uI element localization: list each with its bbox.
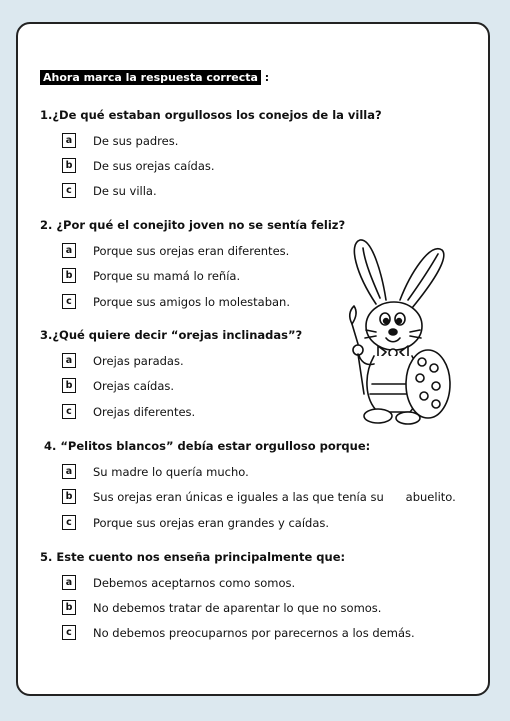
option-text: Porque sus amigos lo molestaban. — [93, 294, 290, 309]
option-text: Sus orejas eran únicas e iguales a las que tenía su abuelito. — [93, 489, 456, 504]
option-3c[interactable] — [62, 404, 195, 419]
option-letter-box[interactable]: a — [62, 575, 76, 590]
option-text: Orejas caídas. — [93, 378, 175, 393]
option-4a[interactable] — [62, 464, 249, 479]
bunny-painter-icon — [338, 234, 453, 429]
instruction-highlight: Ahora marca la respuesta correcta — [40, 70, 261, 85]
option-letter-box[interactable]: c — [62, 404, 76, 419]
option-letter-box[interactable]: b — [62, 489, 76, 504]
instruction-heading — [40, 71, 269, 84]
option-letter-box[interactable]: c — [62, 515, 76, 530]
option-letter-box[interactable]: b — [62, 600, 76, 615]
question-5: 5. Este cuento nos enseña principalmente que: — [40, 550, 346, 564]
worksheet-page — [16, 22, 490, 696]
option-text: No debemos preocuparnos por parecernos a los demás. — [93, 625, 415, 640]
option-text: Porque sus orejas eran grandes y caídas. — [93, 515, 330, 530]
option-3b[interactable] — [62, 378, 174, 393]
option-letter-box[interactable]: c — [62, 294, 76, 309]
question-1: 1.¿De qué estaban orgullosos los conejos de la villa? — [40, 108, 382, 122]
option-4c[interactable] — [62, 515, 329, 530]
option-text: De su villa. — [93, 183, 157, 198]
option-letter-box[interactable]: c — [62, 625, 76, 640]
option-text: Orejas diferentes. — [93, 404, 196, 419]
option-1c[interactable] — [62, 183, 157, 198]
option-text: Orejas paradas. — [93, 353, 184, 368]
question-3: 3.¿Qué quiere decir “orejas inclinadas”? — [40, 328, 303, 342]
option-letter-box[interactable]: a — [62, 464, 76, 479]
option-5b[interactable] — [62, 600, 381, 615]
question-2: 2. ¿Por qué el conejito joven no se sentía feliz? — [40, 218, 346, 232]
option-5c[interactable] — [62, 625, 415, 640]
option-2c[interactable] — [62, 294, 290, 309]
option-text: Debemos aceptarnos como somos. — [93, 575, 296, 590]
instruction-suffix: : — [260, 71, 270, 84]
option-4b[interactable] — [62, 489, 456, 504]
option-letter-box[interactable]: a — [62, 133, 76, 148]
question-4: 4. “Pelitos blancos” debía estar orgulloso porque: — [44, 439, 371, 453]
option-text: De sus padres. — [93, 133, 179, 148]
option-letter-box[interactable]: a — [62, 353, 76, 368]
option-letter-box[interactable]: b — [62, 378, 76, 393]
option-letter-box[interactable]: b — [62, 268, 76, 283]
option-letter-box[interactable]: c — [62, 183, 76, 198]
option-letter-box[interactable]: a — [62, 243, 76, 258]
option-text: No debemos tratar de aparentar lo que no somos. — [93, 600, 382, 615]
option-text: Porque sus orejas eran diferentes. — [93, 243, 290, 258]
option-5a[interactable] — [62, 575, 295, 590]
option-1b[interactable] — [62, 158, 215, 173]
option-text: Porque su mamá lo reñía. — [93, 268, 241, 283]
option-text: De sus orejas caídas. — [93, 158, 215, 173]
option-letter-box[interactable]: b — [62, 158, 76, 173]
option-2b[interactable] — [62, 268, 240, 283]
option-text: Su madre lo quería mucho. — [93, 464, 249, 479]
option-3a[interactable] — [62, 353, 184, 368]
option-2a[interactable] — [62, 243, 289, 258]
option-1a[interactable] — [62, 133, 178, 148]
